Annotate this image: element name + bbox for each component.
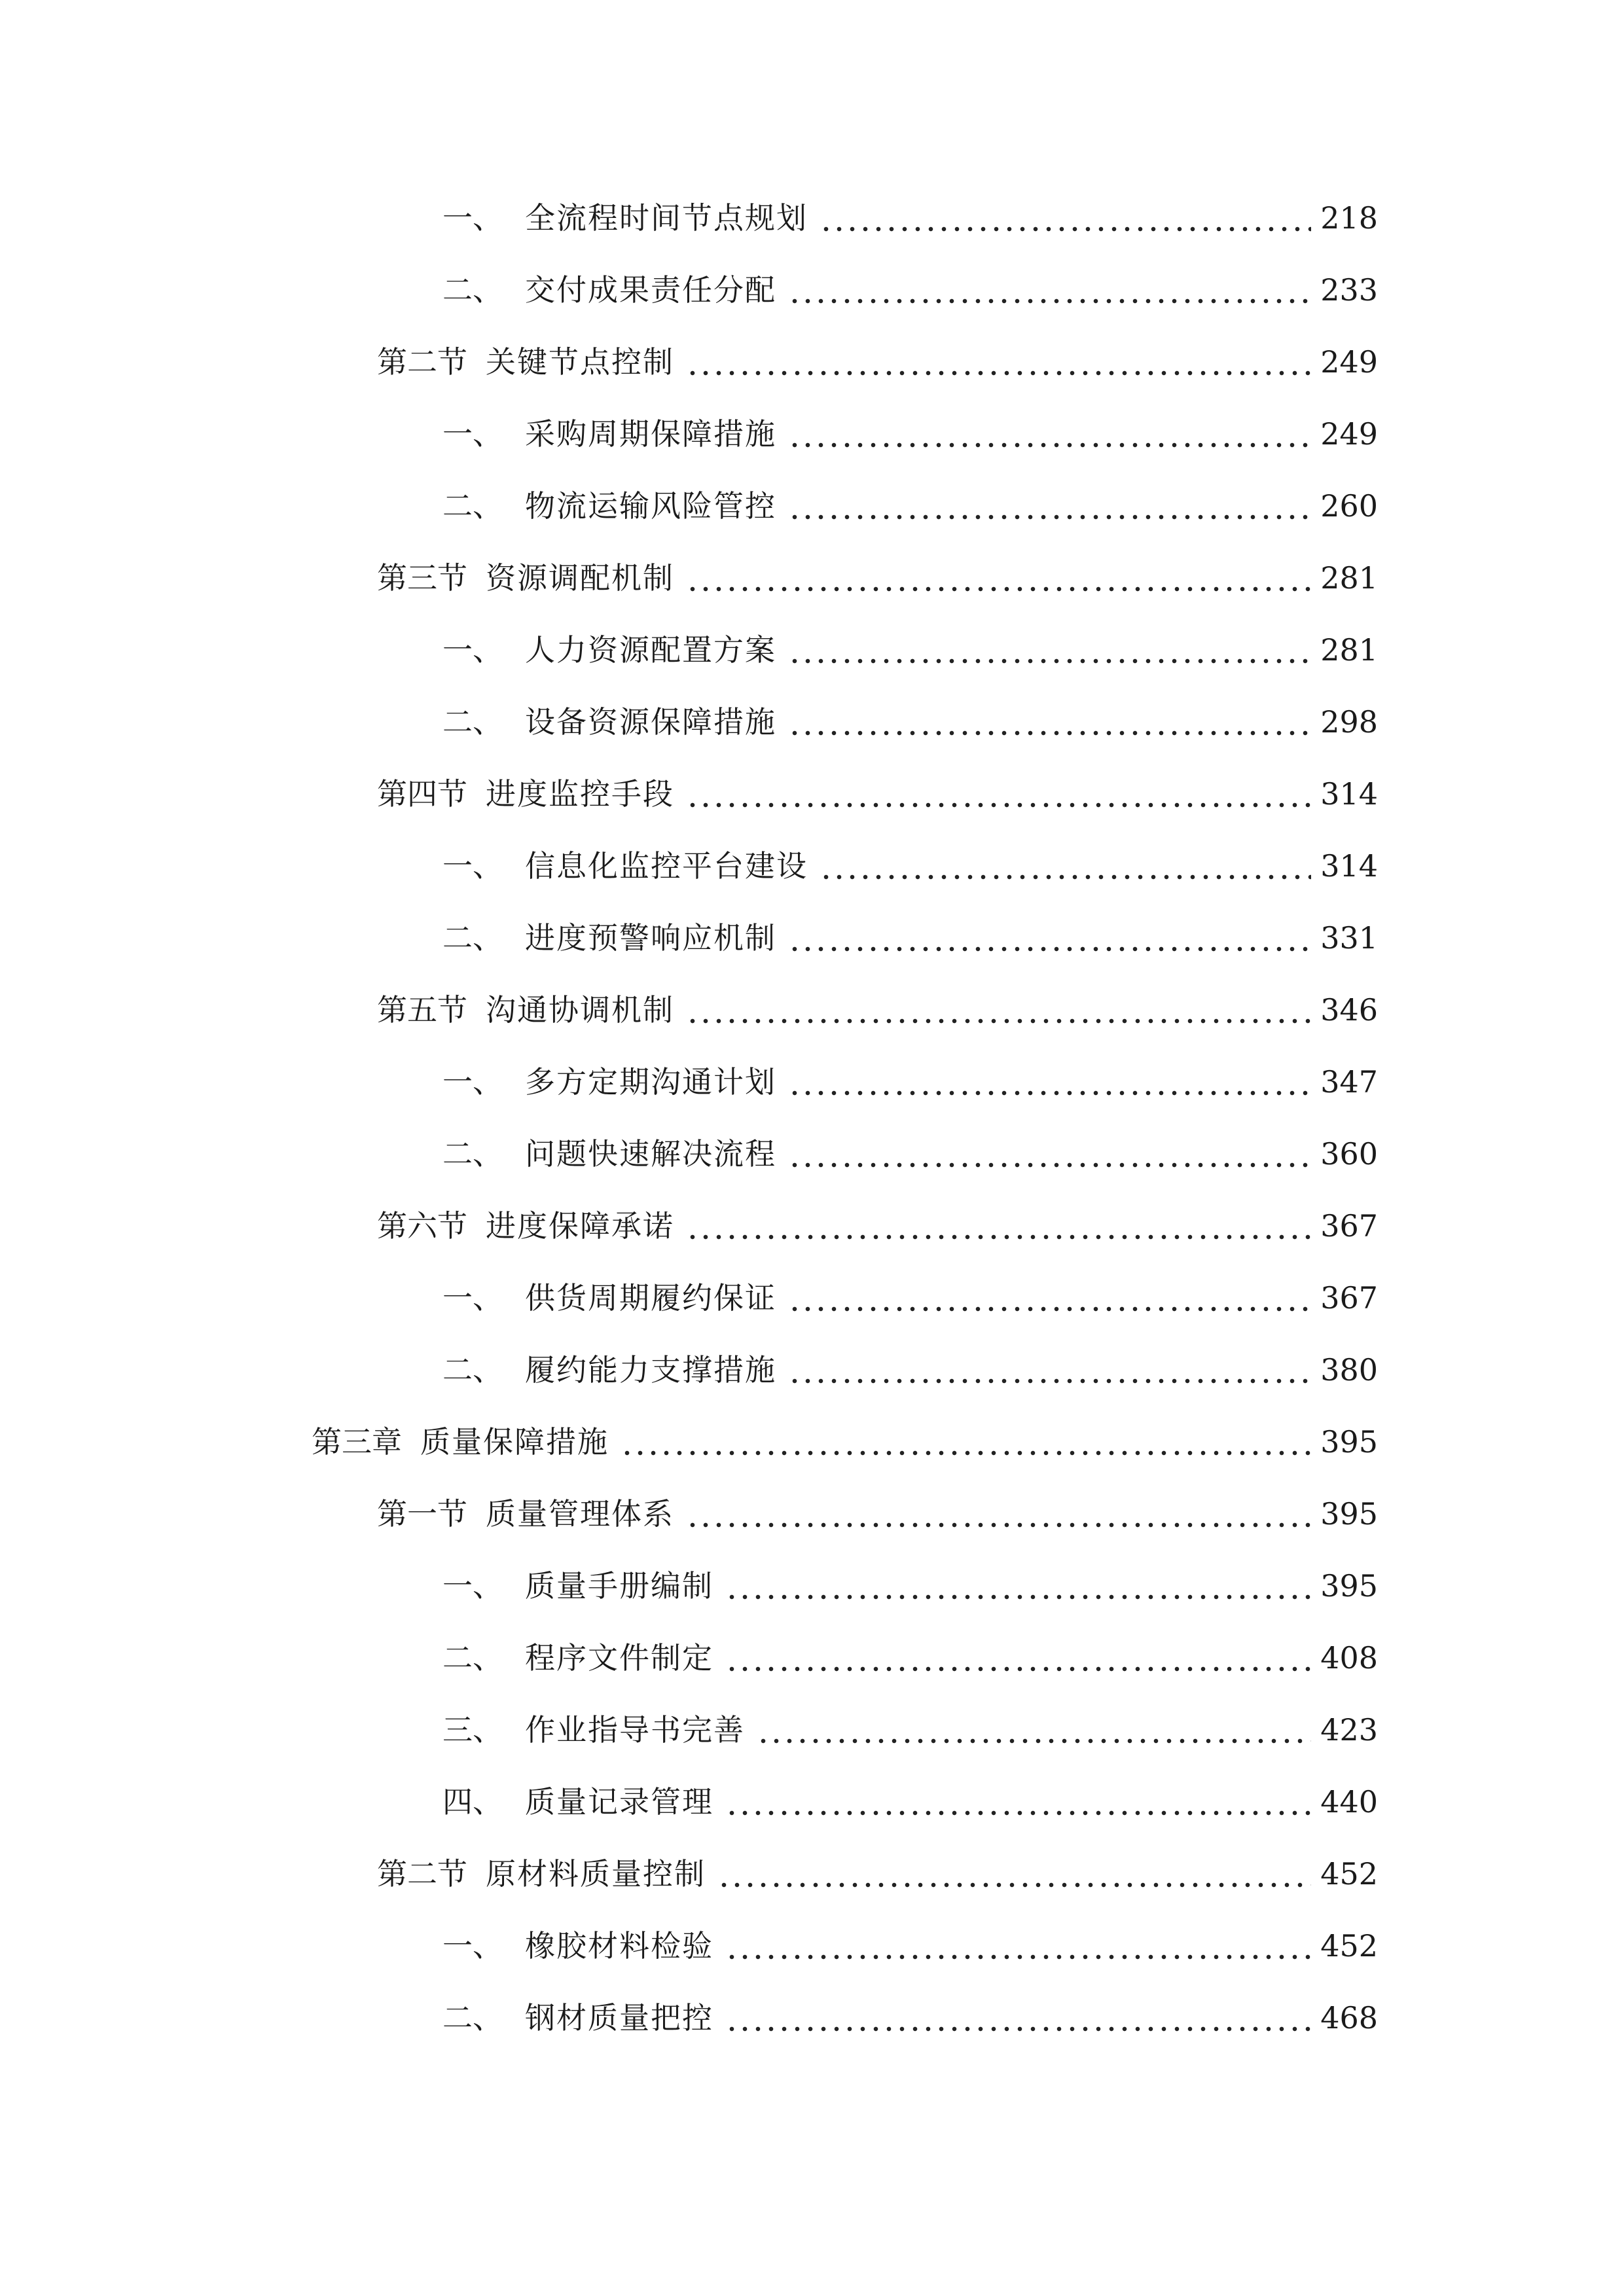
toc-subsection-entry[interactable] xyxy=(0,470,1624,542)
toc-entry-title: 作业指导书完善 xyxy=(525,1712,745,1748)
toc-entry-title: 供货周期履约保证 xyxy=(525,1280,776,1316)
toc-page-number: 440 xyxy=(1320,1784,1378,1820)
toc-page-number: 346 xyxy=(1320,992,1378,1028)
toc-entry-number: 第一节 xyxy=(377,1496,467,1532)
toc-section-entry[interactable] xyxy=(0,1190,1624,1262)
dot-leader xyxy=(686,560,1311,596)
toc-page-number: 314 xyxy=(1320,776,1378,812)
toc-page-number: 218 xyxy=(1320,200,1378,236)
dot-leader xyxy=(788,1064,1311,1100)
toc-subsection-entry[interactable] xyxy=(0,686,1624,758)
toc-entry-number: 一、 xyxy=(442,1568,503,1604)
toc-entry-number: 二、 xyxy=(442,920,503,956)
dot-leader xyxy=(717,1856,1311,1892)
dot-leader xyxy=(788,704,1311,740)
toc-entry-title: 履约能力支撑措施 xyxy=(525,1352,776,1388)
toc-entry-title: 问题快速解决流程 xyxy=(525,1136,776,1172)
toc-entry-title: 质量保障措施 xyxy=(420,1424,609,1460)
toc-entry-number: 一、 xyxy=(442,848,503,884)
toc-entry-number: 四、 xyxy=(442,1784,503,1820)
toc-page-number: 423 xyxy=(1320,1712,1378,1748)
toc-subsection-entry[interactable] xyxy=(0,1910,1624,1982)
toc-page-number: 408 xyxy=(1320,1640,1378,1676)
toc-entry-title: 交付成果责任分配 xyxy=(525,272,776,308)
toc-entry-number: 一、 xyxy=(442,1280,503,1316)
toc-entry-number: 二、 xyxy=(442,1136,503,1172)
toc-page-number: 367 xyxy=(1320,1208,1378,1244)
toc-entry-number: 二、 xyxy=(442,488,503,524)
toc-page-number: 249 xyxy=(1320,416,1378,452)
toc-page-number: 281 xyxy=(1320,560,1378,596)
dot-leader xyxy=(788,1136,1311,1172)
toc-entry-title: 沟通协调机制 xyxy=(486,992,674,1028)
toc-entry-number: 第三节 xyxy=(377,560,467,596)
toc-section-entry[interactable] xyxy=(0,1478,1624,1550)
toc-entry-title: 采购周期保障措施 xyxy=(525,416,776,452)
dot-leader xyxy=(686,776,1311,812)
dot-leader xyxy=(686,992,1311,1028)
toc-page-number: 395 xyxy=(1320,1568,1378,1604)
toc-page-number: 395 xyxy=(1320,1496,1378,1532)
toc-entry-number: 一、 xyxy=(442,632,503,668)
dot-leader xyxy=(757,1712,1311,1748)
toc-entry-number: 三、 xyxy=(442,1712,503,1748)
toc-page-number: 314 xyxy=(1320,848,1378,884)
toc-page-number: 452 xyxy=(1320,1856,1378,1892)
toc-page-number: 452 xyxy=(1320,1928,1378,1964)
table-of-contents xyxy=(0,182,1624,2054)
toc-subsection-entry[interactable] xyxy=(0,1766,1624,1838)
toc-subsection-entry[interactable] xyxy=(0,1550,1624,1622)
dot-leader xyxy=(788,1280,1311,1316)
toc-entry-number: 二、 xyxy=(442,1640,503,1676)
toc-entry-title: 进度保障承诺 xyxy=(486,1208,674,1244)
toc-entry-number: 第二节 xyxy=(377,344,467,380)
toc-entry-number: 二、 xyxy=(442,1352,503,1388)
toc-subsection-entry[interactable] xyxy=(0,1262,1624,1334)
dot-leader xyxy=(788,920,1311,956)
toc-section-entry[interactable] xyxy=(0,542,1624,614)
toc-page-number: 395 xyxy=(1320,1424,1378,1460)
toc-entry-title: 信息化监控平台建设 xyxy=(525,848,808,884)
toc-page-number: 367 xyxy=(1320,1280,1378,1316)
toc-subsection-entry[interactable] xyxy=(0,1118,1624,1190)
dot-leader xyxy=(686,1496,1311,1532)
toc-entry-title: 多方定期沟通计划 xyxy=(525,1064,776,1100)
toc-entry-title: 资源调配机制 xyxy=(486,560,674,596)
toc-entry-number: 一、 xyxy=(442,1064,503,1100)
dot-leader xyxy=(725,2000,1311,2036)
toc-subsection-entry[interactable] xyxy=(0,398,1624,470)
toc-page-number: 347 xyxy=(1320,1064,1378,1100)
toc-entry-title: 进度监控手段 xyxy=(486,776,674,812)
toc-subsection-entry[interactable] xyxy=(0,902,1624,974)
toc-page-number: 260 xyxy=(1320,488,1378,524)
toc-section-entry[interactable] xyxy=(0,1838,1624,1910)
toc-entry-number: 一、 xyxy=(442,416,503,452)
toc-entry-number: 二、 xyxy=(442,272,503,308)
dot-leader xyxy=(621,1424,1311,1460)
toc-entry-number: 一、 xyxy=(442,200,503,236)
toc-entry-number: 第四节 xyxy=(377,776,467,812)
toc-entry-title: 质量记录管理 xyxy=(525,1784,713,1820)
toc-page-number: 298 xyxy=(1320,704,1378,740)
dot-leader xyxy=(788,1352,1311,1388)
toc-subsection-entry[interactable] xyxy=(0,614,1624,686)
dot-leader xyxy=(686,1208,1311,1244)
toc-section-entry[interactable] xyxy=(0,326,1624,398)
toc-entry-title: 人力资源配置方案 xyxy=(525,632,776,668)
toc-entry-title: 关键节点控制 xyxy=(486,344,674,380)
toc-subsection-entry[interactable] xyxy=(0,1694,1624,1766)
toc-subsection-entry[interactable] xyxy=(0,182,1624,254)
toc-entry-number: 第二节 xyxy=(377,1856,467,1892)
dot-leader xyxy=(725,1784,1311,1820)
toc-subsection-entry[interactable] xyxy=(0,1982,1624,2054)
toc-entry-number: 第三章 xyxy=(312,1424,402,1460)
dot-leader xyxy=(788,272,1311,308)
toc-entry-title: 质量手册编制 xyxy=(525,1568,713,1604)
toc-subsection-entry[interactable] xyxy=(0,830,1624,902)
toc-subsection-entry[interactable] xyxy=(0,254,1624,326)
dot-leader xyxy=(820,848,1311,884)
toc-page-number: 468 xyxy=(1320,2000,1378,2036)
toc-entry-number: 第六节 xyxy=(377,1208,467,1244)
toc-entry-number: 第五节 xyxy=(377,992,467,1028)
toc-page-number: 360 xyxy=(1320,1136,1378,1172)
toc-page-number: 380 xyxy=(1320,1352,1378,1388)
dot-leader xyxy=(788,632,1311,668)
dot-leader xyxy=(686,344,1311,380)
toc-chapter-entry[interactable] xyxy=(0,1406,1624,1478)
toc-entry-title: 质量管理体系 xyxy=(486,1496,674,1532)
toc-page-number: 249 xyxy=(1320,344,1378,380)
toc-entry-title: 设备资源保障措施 xyxy=(525,704,776,740)
toc-page-number: 281 xyxy=(1320,632,1378,668)
dot-leader xyxy=(788,416,1311,452)
toc-subsection-entry[interactable] xyxy=(0,1046,1624,1118)
toc-entry-title: 进度预警响应机制 xyxy=(525,920,776,956)
toc-entry-title: 全流程时间节点规划 xyxy=(525,200,808,236)
toc-entry-title: 物流运输风险管控 xyxy=(525,488,776,524)
toc-entry-title: 钢材质量把控 xyxy=(525,2000,713,2036)
toc-entry-number: 二、 xyxy=(442,2000,503,2036)
toc-entry-title: 原材料质量控制 xyxy=(486,1856,706,1892)
toc-entry-title: 程序文件制定 xyxy=(525,1640,713,1676)
dot-leader xyxy=(725,1928,1311,1964)
toc-section-entry[interactable] xyxy=(0,758,1624,830)
toc-entry-title: 橡胶材料检验 xyxy=(525,1928,713,1964)
dot-leader xyxy=(820,200,1311,236)
toc-page-number: 331 xyxy=(1320,920,1378,956)
dot-leader xyxy=(725,1568,1311,1604)
dot-leader xyxy=(725,1640,1311,1676)
toc-page-number: 233 xyxy=(1320,272,1378,308)
toc-section-entry[interactable] xyxy=(0,974,1624,1046)
toc-entry-number: 一、 xyxy=(442,1928,503,1964)
toc-subsection-entry[interactable] xyxy=(0,1622,1624,1694)
toc-entry-number: 二、 xyxy=(442,704,503,740)
dot-leader xyxy=(788,488,1311,524)
toc-subsection-entry[interactable] xyxy=(0,1334,1624,1406)
